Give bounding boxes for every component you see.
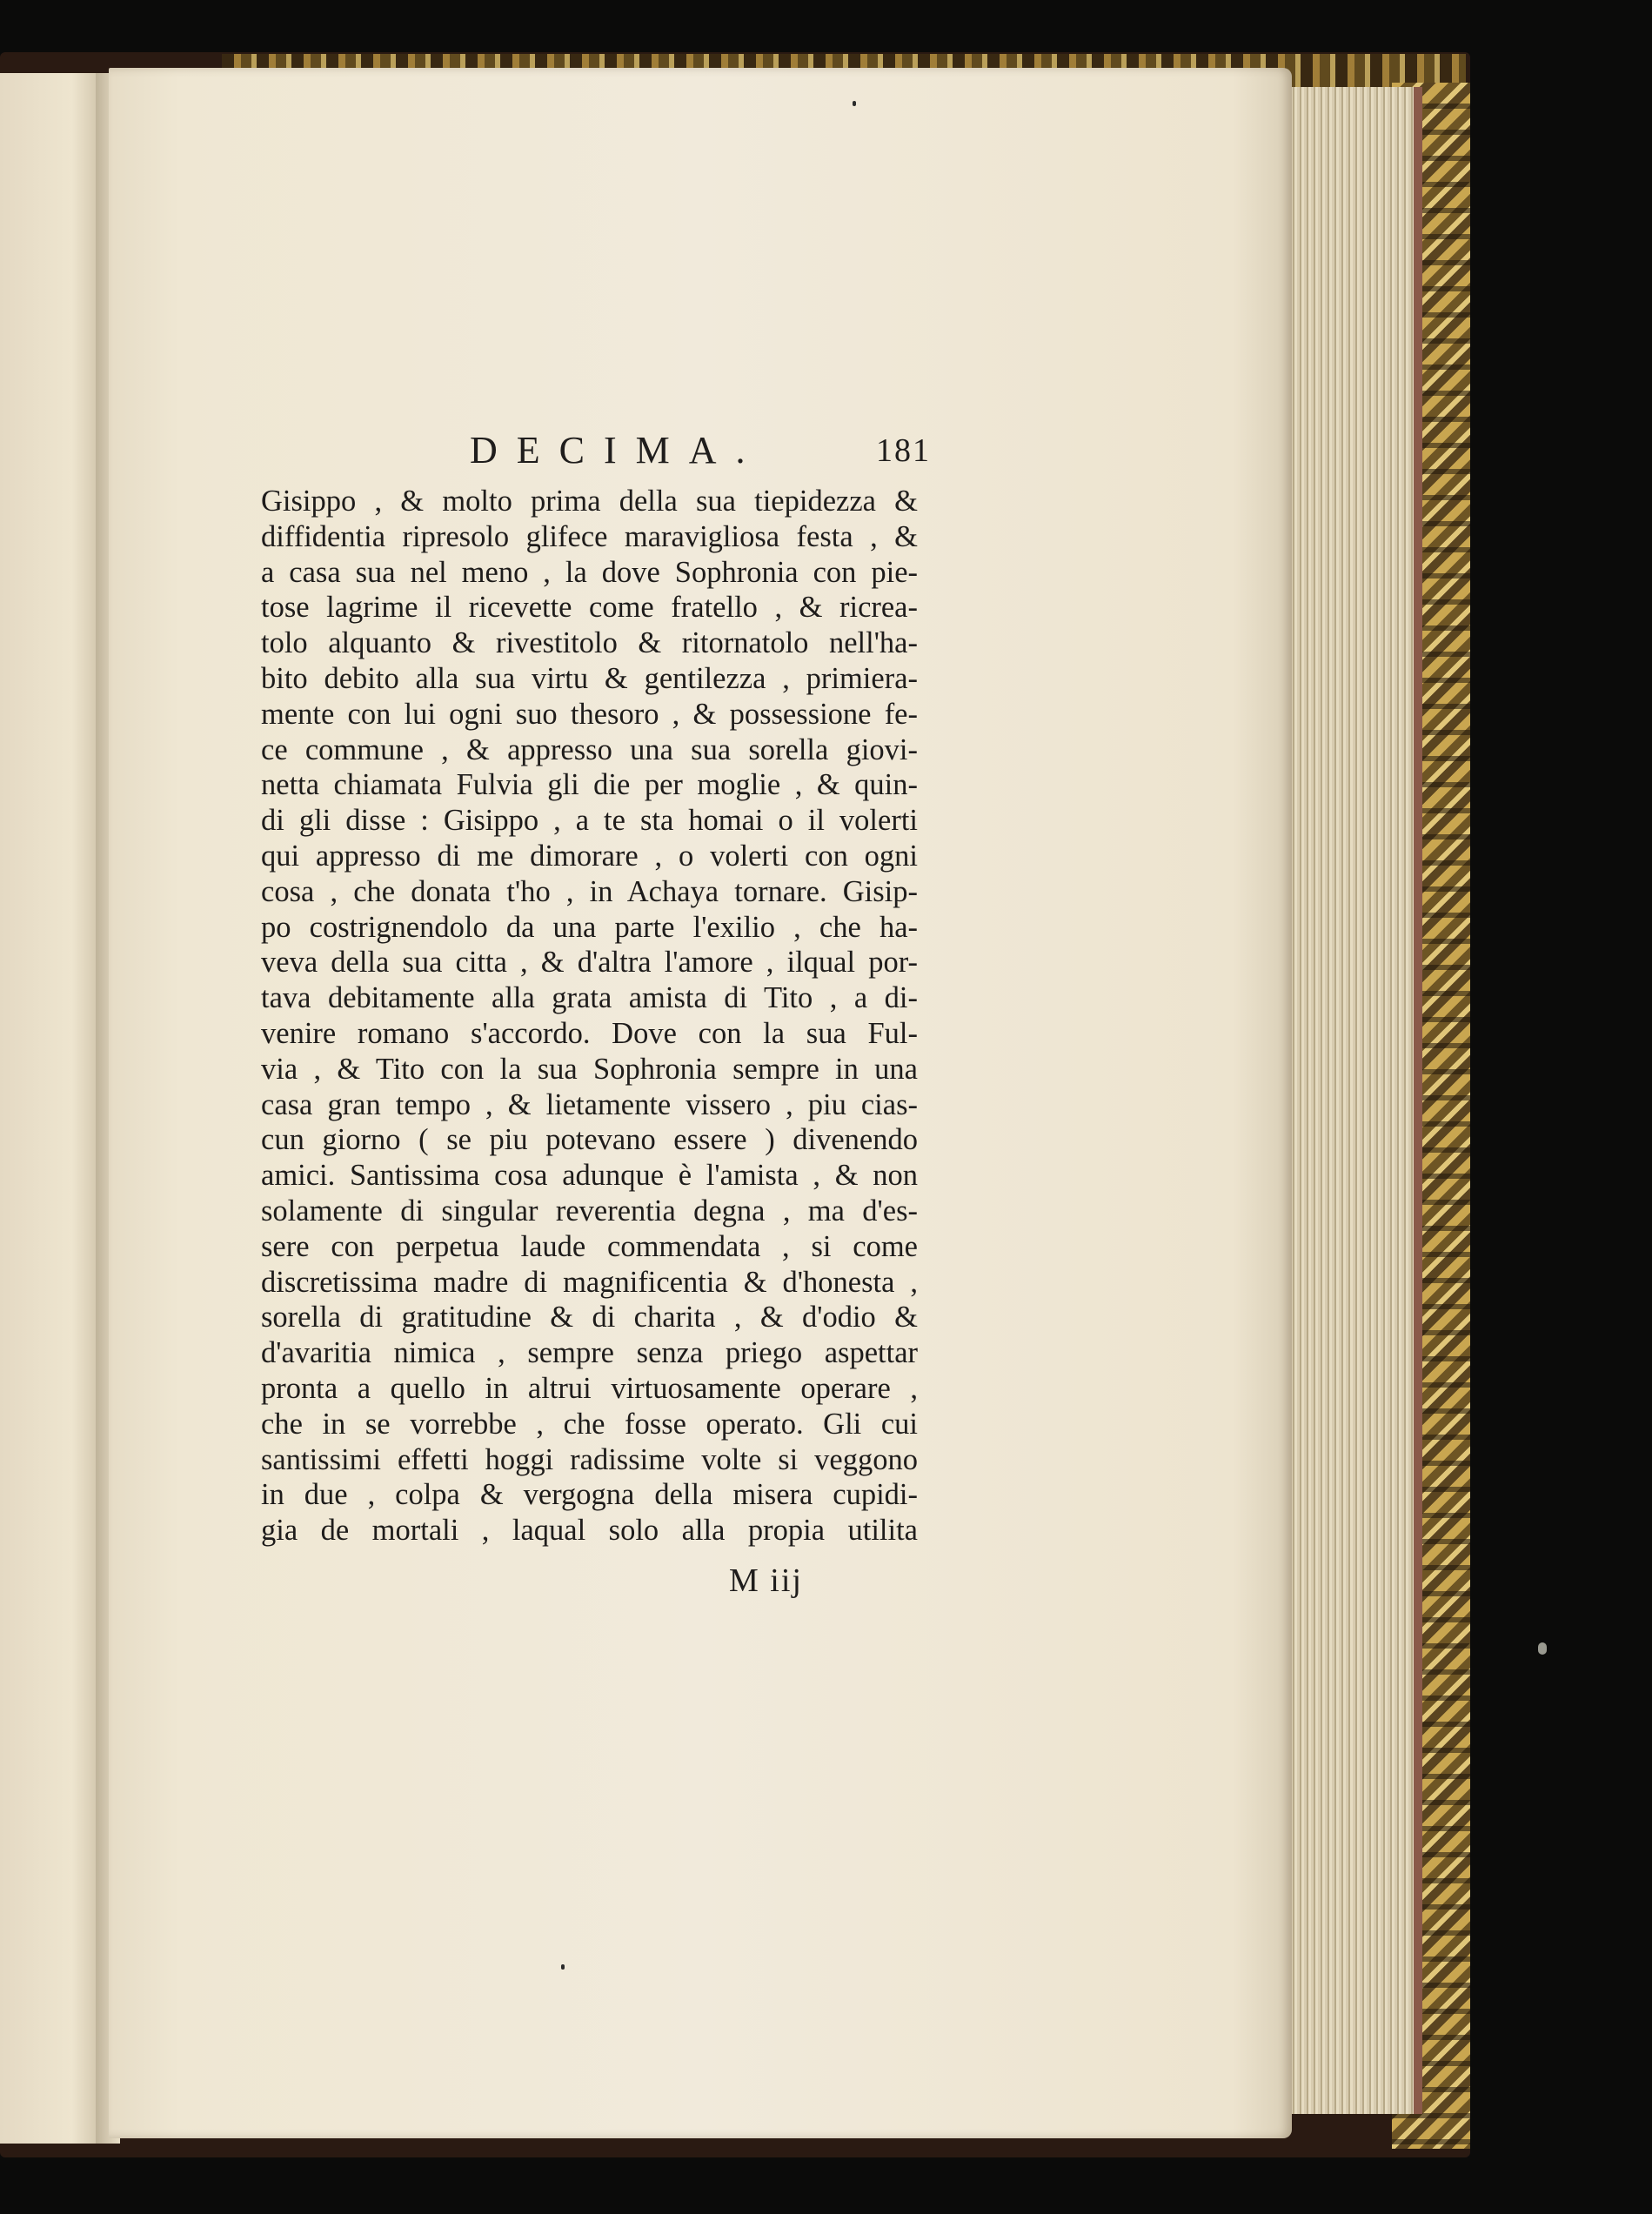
page-speck [853, 101, 856, 106]
text-line: pronta a quello in altrui virtuosamente operare , [261, 1371, 918, 1405]
text-line: santissimi effetti hoggi radissime volte si veggono [261, 1442, 918, 1476]
text-line: che in se vorrebbe , che fosse operato. Gli cui [261, 1407, 918, 1441]
text-line: in due , colpa & vergogna della misera cupidi- [261, 1478, 918, 1512]
text-line: gia de mortali , laqual solo alla propia utilita [261, 1514, 918, 1548]
text-line: via , & Tito con la sua Sophronia sempre in una [261, 1052, 918, 1086]
text-line: diffidentia ripresolo glifece maravigliosa festa , & [261, 519, 918, 553]
text-line: di gli disse : Gisippo , a te sta homai o il volerti [261, 804, 918, 838]
text-line: cun giorno ( se piu potevano essere ) divenendo [261, 1123, 918, 1157]
text-line: a casa sua nel meno , la dove Sophronia con pie- [261, 555, 918, 589]
text-line: cosa , che donata t'ho , in Achaya tornare. Gisip- [261, 874, 918, 908]
text-line: casa gran tempo , & lietamente vissero , piu cias- [261, 1087, 918, 1121]
text-line: tose lagrime il ricevette come fratello , & ricrea- [261, 591, 918, 625]
text-line: amici. Santissima cosa adunque è l'amista , & non [261, 1159, 918, 1193]
page-number: 181 [876, 432, 931, 469]
page-fore-edge [1283, 87, 1422, 2114]
text-line: venire romano s'accordo. Dove con la sua Ful- [261, 1016, 918, 1050]
text-line: sorella di gratitudine & di charita , & d'odio & [261, 1301, 918, 1334]
text-line: netta chiamata Fulvia gli die per moglie , & quin- [261, 768, 918, 802]
text-line: Gisippo , & molto prima della sua tiepidezza & [261, 485, 918, 518]
page-speck [561, 1964, 565, 1970]
text-line: qui appresso di me dimorare , o volerti con ogni [261, 839, 918, 873]
text-line: bito debito alla sua virtu & gentilezza , primiera- [261, 661, 918, 695]
text-line: d'avaritia nimica , sempre senza priego aspettar [261, 1336, 918, 1370]
background-speck [1538, 1642, 1547, 1655]
running-head-title: DECIMA. [470, 429, 765, 472]
text-line: po costrignendolo da una parte l'exilio , che ha- [261, 910, 918, 944]
text-line: mente con lui ogni suo thesoro , & possessione fe- [261, 697, 918, 731]
left-page-edge [0, 73, 103, 2144]
text-line: tolo alquanto & rivestitolo & ritornatolo nell'ha- [261, 626, 918, 660]
signature-mark: M iij [729, 1562, 803, 1599]
text-line: veva della sua citta , & d'altra l'amore , ilqual por- [261, 946, 918, 980]
text-block [261, 484, 918, 1548]
text-line: solamente di singular reverentia degna , ma d'es- [261, 1194, 918, 1227]
text-line: sere con perpetua laude commendata , si come [261, 1229, 918, 1263]
text-line: discretissima madre di magnificentia & d'honesta , [261, 1265, 918, 1299]
running-head [270, 428, 931, 480]
text-line: ce commune , & appresso una sua sorella giovi- [261, 732, 918, 766]
text-line: tava debitamente alla grata amista di Tito , a di- [261, 981, 918, 1015]
